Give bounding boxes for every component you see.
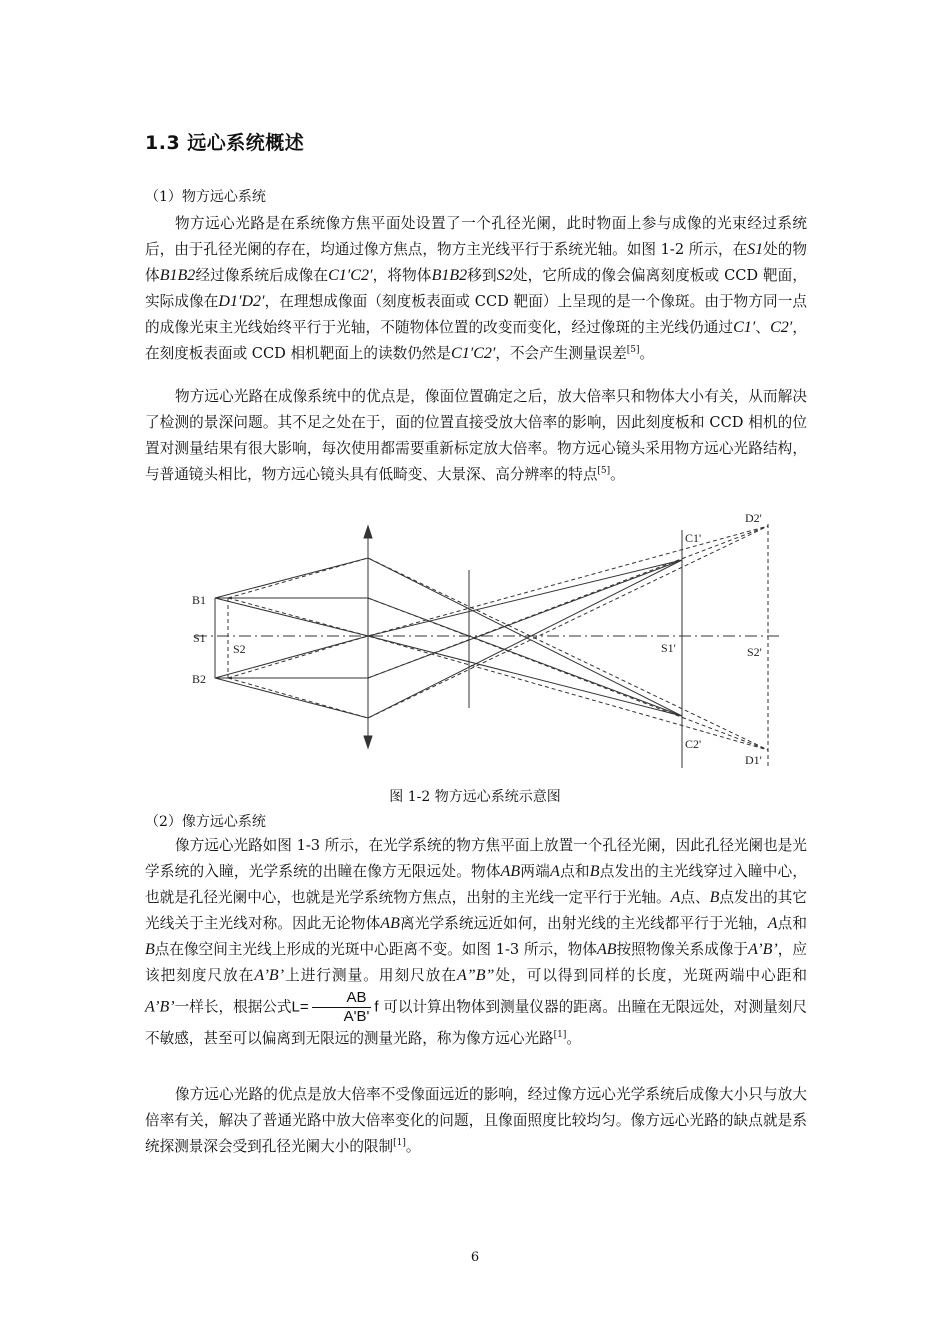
ray-b2-chief	[215, 560, 682, 678]
ray-b1-lower	[215, 598, 682, 716]
page-number: 6	[470, 1250, 480, 1265]
figure-caption: 图 1-2 物方远心系统示意图	[389, 789, 561, 805]
citation-ref: [1]	[553, 1030, 567, 1041]
label-c2p: C2'	[685, 737, 702, 751]
subsection-heading-image-telecentric: （2）像方远心系统	[145, 814, 266, 830]
citation-ref: [5]	[597, 466, 611, 477]
lens-arrow-bottom	[364, 736, 372, 748]
label-b1: B1	[192, 593, 207, 607]
label-d2p: D2'	[745, 511, 762, 525]
citation-ref: [5]	[626, 345, 640, 356]
formula-denominator: A'B'	[343, 1008, 370, 1025]
section-title: 1.3 远心系统概述	[145, 132, 305, 154]
ray-b2-upper	[215, 560, 682, 678]
formula-f: f	[374, 998, 379, 1016]
ray-s2-b2-lower	[228, 526, 768, 718]
label-s2p: S2'	[747, 645, 762, 659]
paragraph-image-telecentric-1: 像方远心光路如图 1-3 所示，在光学系统的物方焦平面上放置一个孔径光阑，因此孔径光阑也是光学系统的入瞳，光学系统的出瞳在像方无限远处。物体AB两端A点和B点发出的主光线穿过入瞳中心，也就是孔径光阑中心，也就是光学系统物方焦点，出射的主光线一定平行于光轴。A点、B点发出的其它光线关于主光线对称。因此无论物体AB离光学系统远近如何，出射光线的主光线都平行于光轴，A点和B点在像空间主光线上形成的光斑中心距离不变。如图 1-3 所示，物体AB按照物像关系成像于A’B’，应该把刻度尺放在A’B’上进行测量。用刻尺放在A”B”处，可以得到同样的长度，光斑两端中心距和A’B’一样长，根据公式L= $\frac{AB}{A'B'}$ f 可以计算出物体到测量仪器的距离。出瞳在无限远处，对测量刻尺不敏感，甚至可以偏离到无限远的测量光路，称为像方远心光路[1]。	[145, 837, 807, 1047]
lens-arrow-top	[364, 526, 372, 538]
formula-numerator: AB	[312, 989, 372, 1008]
label-s1p: S1'	[661, 641, 676, 655]
object-telecentric-diagram	[185, 506, 785, 781]
formula-fraction	[312, 989, 372, 1026]
paragraph-object-telecentric-1: 物方远心光路是在系统像方焦平面处设置了一个孔径光阑，此时物面上参与成像的光束经过系统后，由于孔径光阑的存在，均通过像方焦点，物方主光线平行于系统光轴。如图 1-2 所示，在S1处的物体B1B2经过像系统后成像在C1′C2′，将物体B1B2移到S2处，它所成的像会偏离刻度板或 CCD 靶面，实际成像在D1′D2′，在理想成像面（刻度板表面或 CCD 靶面）上呈现的是一个像斑。由于物方同一点的成像光束主光线始终平行于光轴，不随物体位置的改变而变化，经过像斑的主光线仍通过C1′、C2′，在刻度板表面或 CCD 相机靶面上的读数仍然是C1′C2′，不会产生测量误差[5]。	[145, 215, 807, 362]
label-d1p: D1'	[745, 753, 762, 767]
subsection-heading-object-telecentric: （1）物方远心系统	[145, 189, 266, 205]
paragraph-image-telecentric-2: 像方远心光路的优点是放大倍率不受像面远近的影响，经过像方远心光学系统后成像大小只与放大倍率有关，解决了普通光路中放大倍率变化的问题，且像面照度比较均匀。像方远心光路的缺点就是系统探测景深会受到孔径光阑大小的限制[1]。	[145, 1086, 807, 1155]
citation-ref: [1]	[393, 1138, 406, 1149]
label-b2: B2	[192, 672, 207, 686]
label-c1p: C1'	[685, 531, 702, 545]
formula-lhs: L=	[291, 998, 309, 1016]
label-s1: S1	[193, 631, 206, 645]
paragraph-object-telecentric-2: 物方远心光路在成像系统中的优点是，像面位置确定之后，放大倍率只和物体大小有关，从而解决了检测的景深问题。其不足之处在于，面的位置直接受放大倍率的影响，因此刻度板和 CCD 相机的位置对测量结果有很大影响，每次使用都需要重新标定放大倍率。物方远心镜头采用物方远心光路结构，与普通镜头相比，物方远心镜头具有低畸变、大景深、高分辨率的特点[5]。	[145, 388, 807, 483]
label-s2: S2	[233, 642, 246, 656]
